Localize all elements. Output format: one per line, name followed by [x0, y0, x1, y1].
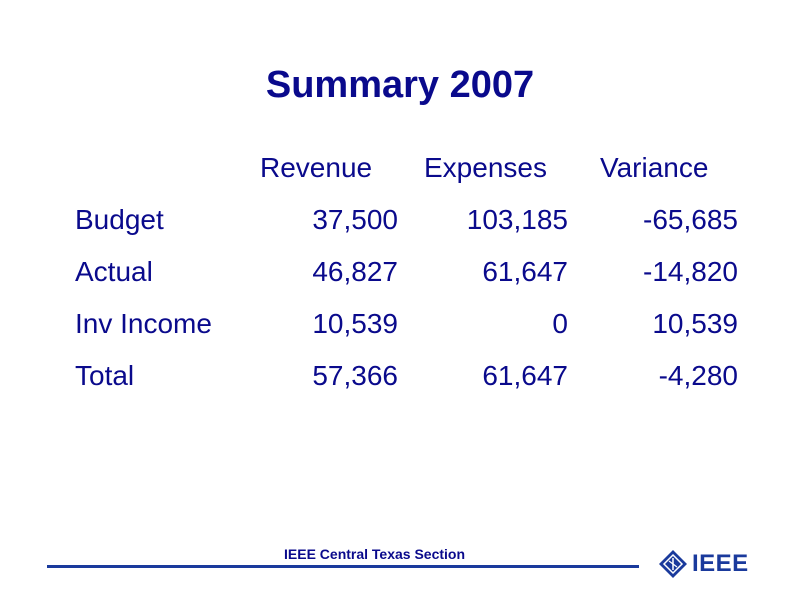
expenses-cell: 61,647: [482, 256, 568, 287]
column-header-expenses: Expenses: [424, 152, 547, 183]
variance-cell: -14,820: [643, 256, 738, 287]
row-label: Total: [75, 360, 135, 391]
revenue-cell: 10,539: [312, 308, 398, 339]
column-header-variance: Variance: [600, 152, 709, 183]
column-header-revenue: Revenue: [260, 152, 373, 183]
expenses-cell: 61,647: [482, 360, 568, 391]
ieee-diamond-icon: [658, 549, 688, 579]
row-label: Actual: [75, 256, 153, 287]
variance-cell: -4,280: [658, 360, 738, 391]
ieee-logo: [658, 548, 749, 580]
footer-section-name: IEEE Central Texas Section: [284, 546, 466, 562]
revenue-cell: 57,366: [312, 360, 398, 391]
footer-divider: [47, 565, 639, 568]
revenue-cell: 37,500: [312, 204, 398, 235]
variance-cell: -65,685: [643, 204, 738, 235]
row-label: Inv Income: [75, 308, 212, 339]
variance-cell: 10,539: [652, 308, 738, 339]
expenses-cell: 0: [552, 308, 568, 339]
expenses-cell: 103,185: [466, 204, 568, 235]
slide-title: Summary 2007: [265, 64, 535, 106]
row-label: Budget: [75, 204, 164, 235]
logo-text: IEEE: [692, 550, 749, 577]
revenue-cell: 46,827: [312, 256, 398, 287]
